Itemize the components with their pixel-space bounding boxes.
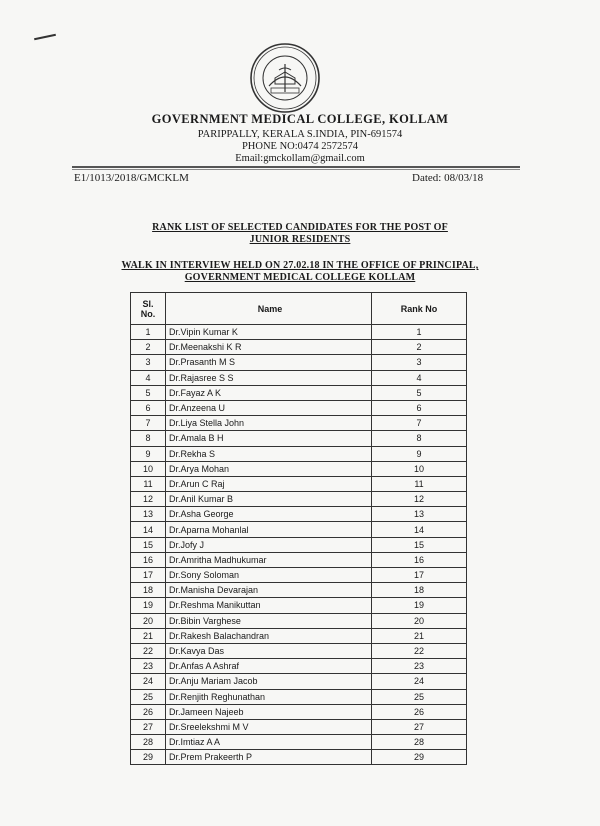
cell-name: Dr.Meenakshi K R [166, 340, 372, 355]
cell-rank-no: 11 [372, 476, 467, 491]
cell-rank-no: 8 [372, 431, 467, 446]
table-row [131, 583, 467, 598]
cell-sl-no: 4 [131, 370, 166, 385]
rank-table [130, 292, 467, 765]
cell-name: Dr.Liya Stella John [166, 416, 372, 431]
cell-name: Dr.Anil Kumar B [166, 492, 372, 507]
cell-rank-no: 17 [372, 568, 467, 583]
cell-rank-no: 27 [372, 719, 467, 734]
cell-name: Dr.Asha George [166, 507, 372, 522]
cell-rank-no: 5 [372, 385, 467, 400]
table-row [131, 370, 467, 385]
rank-list-title-line1: RANK LIST OF SELECTED CANDIDATES FOR THE POST OF [152, 222, 448, 233]
cell-rank-no: 18 [372, 583, 467, 598]
table-header-row [131, 293, 467, 325]
table-row [131, 674, 467, 689]
cell-sl-no: 22 [131, 643, 166, 658]
cell-rank-no: 2 [372, 340, 467, 355]
college-seal-icon [249, 42, 321, 114]
cell-sl-no: 18 [131, 583, 166, 598]
cell-sl-no: 14 [131, 522, 166, 537]
cell-name: Dr.Reshma Manikuttan [166, 598, 372, 613]
header-divider-thin [72, 169, 520, 170]
college-email: Email:gmckollam@gmail.com [235, 153, 365, 164]
cell-sl-no: 9 [131, 446, 166, 461]
cell-rank-no: 20 [372, 613, 467, 628]
column-header-rank: Rank No [372, 293, 467, 325]
cell-sl-no: 7 [131, 416, 166, 431]
cell-sl-no: 16 [131, 552, 166, 567]
table-row [131, 476, 467, 491]
cell-rank-no: 14 [372, 522, 467, 537]
cell-name: Dr.Kavya Das [166, 643, 372, 658]
cell-sl-no: 5 [131, 385, 166, 400]
cell-name: Dr.Aparna Mohanlal [166, 522, 372, 537]
interview-subtitle-line1: WALK IN INTERVIEW HELD ON 27.02.18 IN THE OFFICE OF PRINCIPAL, [121, 260, 479, 271]
cell-rank-no: 3 [372, 355, 467, 370]
cell-sl-no: 28 [131, 735, 166, 750]
cell-name: Dr.Amala B H [166, 431, 372, 446]
cell-rank-no: 29 [372, 750, 467, 765]
college-address: PARIPPALLY, KERALA S.INDIA, PIN-691574 [197, 129, 403, 140]
cell-name: Dr.Fayaz A K [166, 385, 372, 400]
cell-sl-no: 3 [131, 355, 166, 370]
cell-name: Dr.Rajasree S S [166, 370, 372, 385]
table-row [131, 568, 467, 583]
column-header-name: Name [166, 293, 372, 325]
cell-rank-no: 15 [372, 537, 467, 552]
table-row [131, 416, 467, 431]
cell-rank-no: 23 [372, 659, 467, 674]
table-row [131, 659, 467, 674]
cell-name: Dr.Jofy J [166, 537, 372, 552]
cell-sl-no: 20 [131, 613, 166, 628]
table-row [131, 735, 467, 750]
cell-name: Dr.Sreelekshmi M V [166, 719, 372, 734]
cell-rank-no: 7 [372, 416, 467, 431]
table-row [131, 507, 467, 522]
college-phone: PHONE NO:0474 2572574 [241, 141, 359, 152]
cell-rank-no: 19 [372, 598, 467, 613]
cell-sl-no: 27 [131, 719, 166, 734]
cell-rank-no: 9 [372, 446, 467, 461]
cell-rank-no: 22 [372, 643, 467, 658]
table-row [131, 689, 467, 704]
cell-sl-no: 8 [131, 431, 166, 446]
cell-name: Dr.Imtiaz A A [166, 735, 372, 750]
cell-rank-no: 25 [372, 689, 467, 704]
cell-rank-no: 1 [372, 325, 467, 340]
cell-sl-no: 13 [131, 507, 166, 522]
cell-name: Dr.Anju Mariam Jacob [166, 674, 372, 689]
cell-sl-no: 23 [131, 659, 166, 674]
table-row [131, 355, 467, 370]
header-divider [72, 166, 520, 168]
table-row [131, 461, 467, 476]
cell-sl-no: 21 [131, 628, 166, 643]
table-row [131, 628, 467, 643]
cell-sl-no: 26 [131, 704, 166, 719]
pen-mark [34, 34, 56, 41]
cell-name: Dr.Anzeena U [166, 400, 372, 415]
cell-sl-no: 12 [131, 492, 166, 507]
cell-name: Dr.Prasanth M S [166, 355, 372, 370]
cell-sl-no: 24 [131, 674, 166, 689]
column-header-sl-line2: No. [140, 308, 156, 319]
cell-sl-no: 6 [131, 400, 166, 415]
interview-subtitle-line2: GOVERNMENT MEDICAL COLLEGE KOLLAM [184, 272, 416, 283]
cell-name: Dr.Renjith Reghunathan [166, 689, 372, 704]
table-row [131, 613, 467, 628]
table-row [131, 598, 467, 613]
cell-rank-no: 24 [372, 674, 467, 689]
cell-name: Dr.Rakesh Balachandran [166, 628, 372, 643]
cell-name: Dr.Sony Soloman [166, 568, 372, 583]
table-row [131, 385, 467, 400]
cell-name: Dr.Jameen Najeeb [166, 704, 372, 719]
cell-rank-no: 26 [372, 704, 467, 719]
cell-name: Dr.Anfas A Ashraf [166, 659, 372, 674]
cell-rank-no: 21 [372, 628, 467, 643]
cell-rank-no: 12 [372, 492, 467, 507]
cell-name: Dr.Vipin Kumar K [166, 325, 372, 340]
table-row [131, 719, 467, 734]
cell-sl-no: 19 [131, 598, 166, 613]
cell-name: Dr.Bibin Varghese [166, 613, 372, 628]
cell-name: Dr.Prem Prakeerth P [166, 750, 372, 765]
rank-table-body [131, 325, 467, 765]
cell-sl-no: 15 [131, 537, 166, 552]
cell-rank-no: 10 [372, 461, 467, 476]
table-row [131, 492, 467, 507]
cell-rank-no: 6 [372, 400, 467, 415]
cell-rank-no: 4 [372, 370, 467, 385]
cell-name: Dr.Amritha Madhukumar [166, 552, 372, 567]
table-row [131, 400, 467, 415]
table-row [131, 750, 467, 765]
cell-sl-no: 2 [131, 340, 166, 355]
rank-list-title-line2: JUNIOR RESIDENTS [249, 234, 351, 245]
cell-rank-no: 28 [372, 735, 467, 750]
cell-name: Dr.Manisha Devarajan [166, 583, 372, 598]
table-row [131, 522, 467, 537]
cell-name: Dr.Rekha S [166, 446, 372, 461]
cell-name: Dr.Arun C Raj [166, 476, 372, 491]
table-row [131, 431, 467, 446]
column-header-sl-line1: Sl. [142, 298, 154, 309]
cell-rank-no: 13 [372, 507, 467, 522]
cell-sl-no: 1 [131, 325, 166, 340]
table-row [131, 643, 467, 658]
cell-sl-no: 17 [131, 568, 166, 583]
cell-rank-no: 16 [372, 552, 467, 567]
table-row [131, 552, 467, 567]
document-date: Dated: 08/03/18 [412, 172, 484, 184]
cell-name: Dr.Arya Mohan [166, 461, 372, 476]
cell-sl-no: 25 [131, 689, 166, 704]
table-row [131, 325, 467, 340]
cell-sl-no: 10 [131, 461, 166, 476]
table-row [131, 537, 467, 552]
cell-sl-no: 11 [131, 476, 166, 491]
reference-number: E1/1013/2018/GMCKLM [74, 172, 189, 184]
column-header-sl [131, 293, 166, 325]
table-row [131, 446, 467, 461]
college-name: GOVERNMENT MEDICAL COLLEGE, KOLLAM [151, 112, 449, 126]
table-row [131, 340, 467, 355]
table-row [131, 704, 467, 719]
cell-sl-no: 29 [131, 750, 166, 765]
